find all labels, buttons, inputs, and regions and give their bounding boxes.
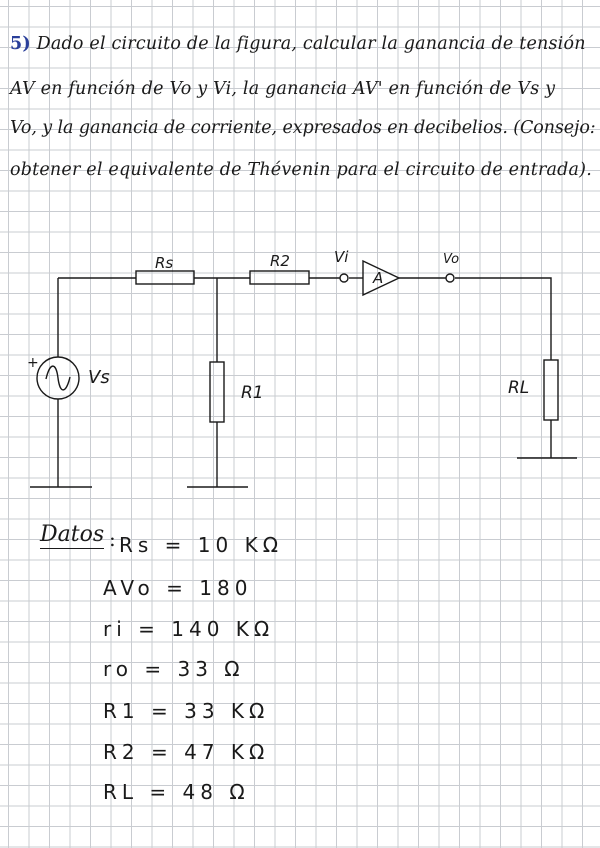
label-amp: A [373,269,384,287]
problem-text-1: Dado el circuito de la figura, calcular la ganancia de tensión [36,34,586,54]
data-row-r1: R1 = 33 KΩ [103,699,270,723]
wire-vo-rl [455,278,551,360]
data-row-ro: ro = 33 Ω [103,657,245,681]
label-plus: + [27,355,39,371]
problem-number: 5) [10,34,31,54]
data-row-ri: ri = 140 KΩ [103,617,275,641]
problem-line-3: Vo, y la ganancia de corriente, expresados en decibelios. (Consejo: [10,118,596,138]
label-vi: Vi [334,248,349,266]
terminal-vo [446,274,454,282]
problem-line-2: AV en función de Vo y Vi, la ganancia AV' en función de Vs y [10,79,556,99]
data-title: Datos [40,522,105,547]
terminal-vi [340,274,348,282]
ac-source-wave [46,366,70,390]
data-row-avo: AVo = 180 [103,576,253,600]
resistor-rs [136,271,194,284]
resistor-rl [544,360,558,420]
data-row-rs: Rs = 10 KΩ [119,533,283,557]
label-r2: R2 [270,252,290,270]
data-row-rl: RL = 48 Ω [103,780,250,804]
resistor-r2 [250,271,309,284]
label-rl: RL [508,378,530,398]
label-vo: Vo [443,252,460,267]
resistor-r1 [210,362,224,422]
label-vs: Vs [88,367,110,388]
data-colon: : [109,527,116,551]
label-r1: R1 [241,383,264,403]
label-rs: Rs [155,254,174,272]
problem-line-4: obtener el equivalente de Thévenin para el circuito de entrada). [10,160,592,180]
data-row-r2: R2 = 47 KΩ [103,740,270,764]
